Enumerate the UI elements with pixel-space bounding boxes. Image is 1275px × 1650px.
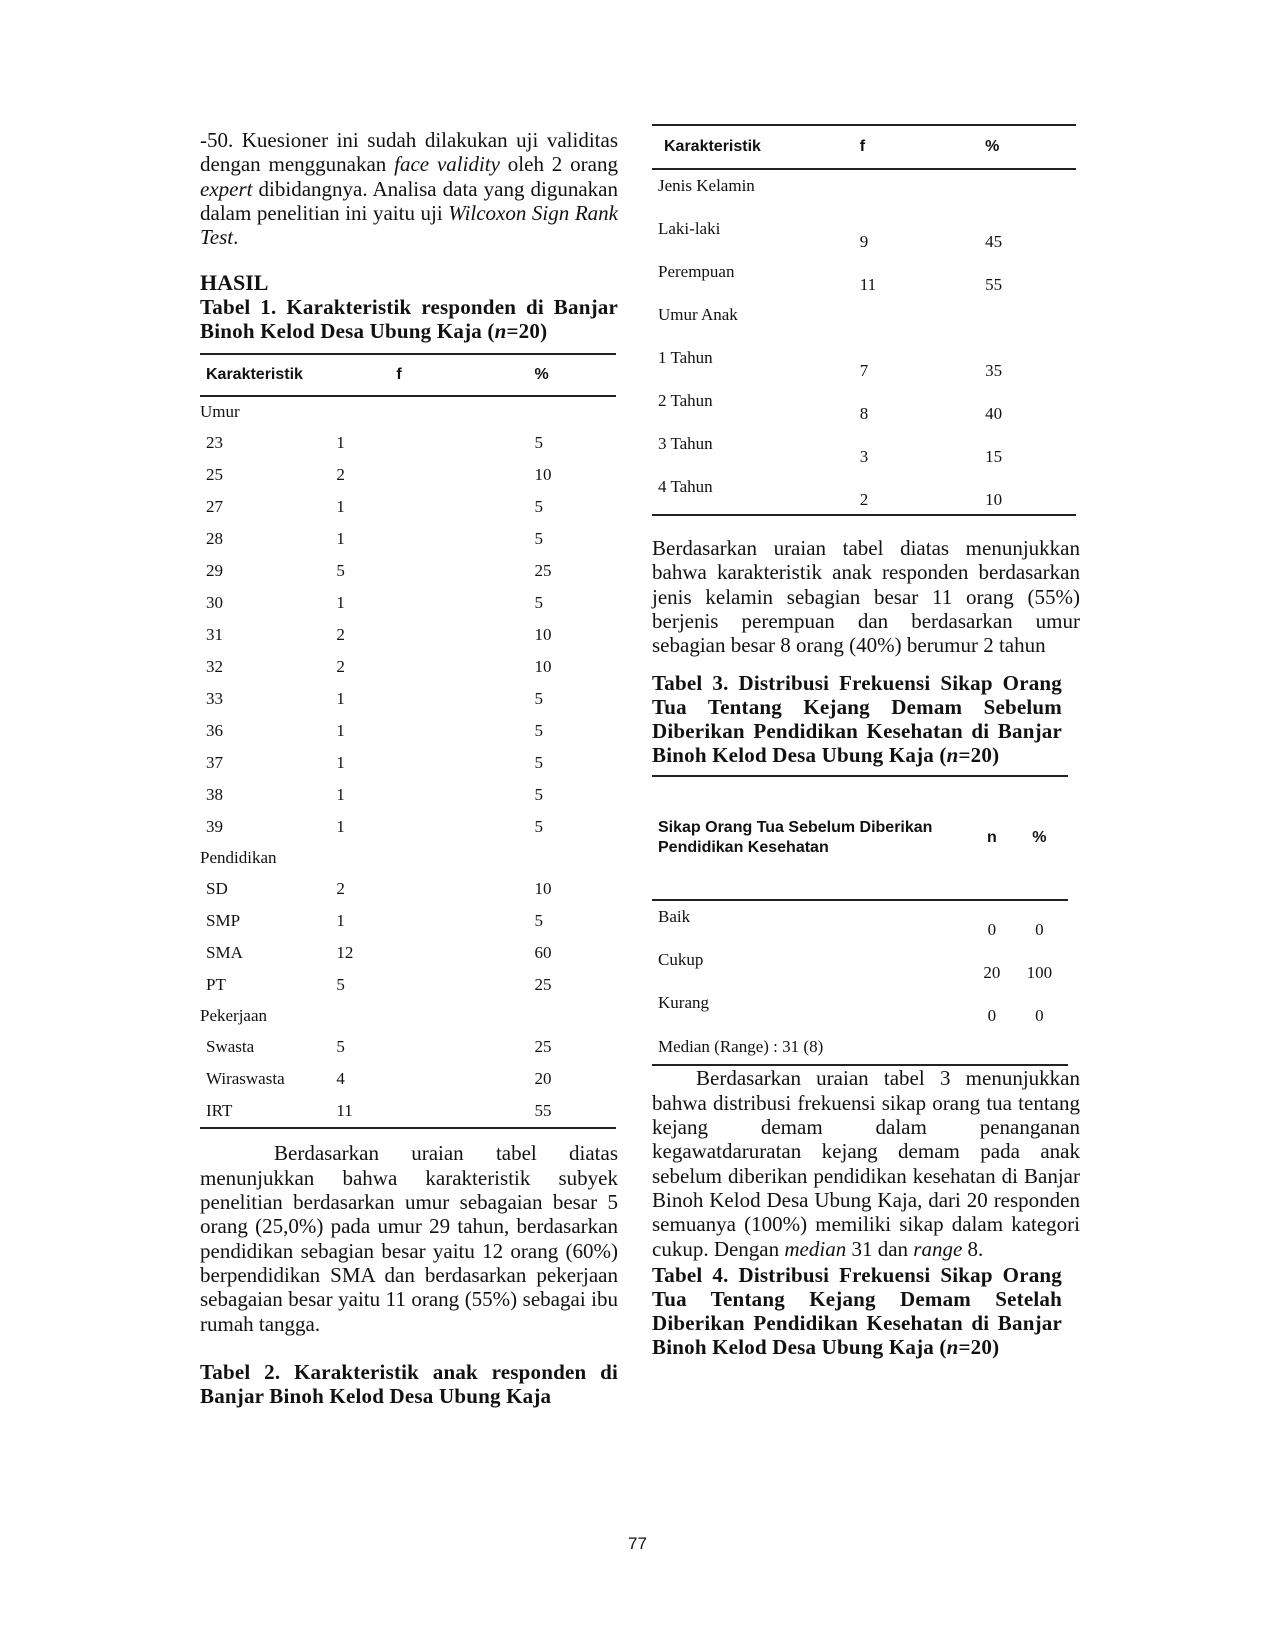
table1-cell-f: 11	[336, 1101, 353, 1121]
table3-row	[652, 987, 1068, 1030]
table2-cell-f: 3	[859, 447, 869, 466]
table1-row	[200, 873, 616, 905]
table1-cell-category: SD	[206, 879, 228, 899]
table1-cell-category: Swasta	[206, 1037, 255, 1057]
table1-row	[200, 969, 616, 1001]
table3-header-n: n	[973, 776, 1011, 900]
table2-row	[652, 471, 1076, 515]
table1-cell-category: 28	[206, 529, 223, 549]
table2-cell-f: 8	[859, 404, 869, 423]
table1-cell-percent: 10	[534, 625, 552, 645]
table3-body	[652, 900, 1068, 1065]
table1-cell-percent: 5	[534, 785, 543, 805]
page-number: 77	[628, 1534, 647, 1553]
table1-cell-category: 33	[206, 689, 223, 709]
table4-caption: Tabel 4. Distribusi Frekuensi Sikap Orang Tua Tentang Kejang Demam Setelah Diberikan Pendidikan Kesehatan di Banjar Binoh Kelod Desa Ubung Kaja (n=20)	[652, 1262, 1062, 1359]
table3-caption: Tabel 3. Distribusi Frekuensi Sikap Orang Tua Tentang Kejang Demam Sebelum Diberikan Pendidikan Kesehatan di Banjar Binoh Kelod Desa Ubung Kaja (n=20)	[652, 671, 1062, 768]
table1-cell-f: 2	[336, 657, 345, 677]
table1-cell-category: 38	[206, 785, 223, 805]
table1-cell-f: 1	[336, 721, 345, 741]
table2-cell-category: Laki-laki	[658, 219, 721, 238]
table3-cell-sikap: Cukup	[658, 950, 704, 970]
paragraph-after-table1: Berdasarkan uraian tabel diatas menunjukkan bahwa karakteristik subyek penelitian berdasarkan umur sebagaian besar 5 orang (25,0%) pada umur 29 tahun, berdasarkan pendidikan sebagian besar yaitu 12 orang (60%) berpendidikan SMA dan berdasarkan pekerjaan sebagaian besar yaitu 11 orang (55%) sebagai ibu rumah tangga.	[200, 1141, 618, 1336]
table1-row	[200, 937, 616, 969]
table2-cell-f: 9	[859, 232, 869, 251]
table1-cell-percent: 5	[534, 497, 543, 517]
table1-row	[200, 619, 616, 651]
section-heading: HASIL	[200, 270, 269, 296]
table2-cell-f: 2	[859, 490, 869, 509]
table1-row	[200, 779, 616, 811]
table1-cell-f: 1	[336, 785, 345, 805]
intro-paragraph: -50. Kuesioner ini sudah dilakukan uji validitas dengan menggunakan face validity oleh 2 orang expert dibidangnya. Analisa data yang digunakan dalam penelitian ini yaitu uji Wilcoxon Sign Rank Test.	[200, 128, 618, 250]
table2-cell-percent: 35	[985, 361, 1003, 380]
table1-row	[200, 491, 616, 523]
table3	[652, 775, 1068, 1066]
table1-cell-percent: 5	[534, 721, 543, 741]
table1-cell-f: 5	[336, 1037, 345, 1057]
table1-cell-percent: 60	[534, 943, 552, 963]
table1-row	[200, 1031, 616, 1063]
table1-cell-category: IRT	[206, 1101, 233, 1121]
table1-cell-percent: 10	[534, 657, 552, 677]
table1-cell-category: 23	[206, 433, 223, 453]
table3-cell-sikap: Kurang	[658, 993, 709, 1013]
table1-cell-category: 30	[206, 593, 223, 613]
table2-cell-category: 1 Tahun	[658, 348, 713, 367]
table2-row	[652, 428, 1076, 471]
table2-row	[652, 385, 1076, 428]
table1-cell-percent: 5	[534, 753, 543, 773]
right-column	[652, 124, 1084, 1359]
table1-cell-f: 1	[336, 433, 345, 453]
table1-cell-category: PT	[206, 975, 226, 995]
table1-header-karakteristik: Karakteristik	[200, 354, 336, 396]
table3-row	[652, 944, 1068, 987]
table1-cell-percent: 5	[534, 433, 543, 453]
table2-cell-percent: 45	[985, 232, 1003, 251]
table1-header-f: f	[336, 354, 534, 396]
table1-cell-percent: 20	[534, 1069, 552, 1089]
table1-row	[200, 587, 616, 619]
table1-row	[200, 683, 616, 715]
table1-row	[200, 715, 616, 747]
left-column	[200, 128, 618, 1408]
table2-header-karakteristik: Karakteristik	[652, 125, 860, 169]
table3-header-sikap: Sikap Orang Tua Sebelum Diberikan Pendidikan Kesehatan	[652, 776, 973, 900]
table1-group-row	[200, 396, 616, 427]
table1-cell-percent: 5	[534, 817, 543, 837]
table1-cell-f: 5	[336, 561, 345, 581]
table2-body	[652, 169, 1076, 515]
table1-header-percent: %	[534, 354, 616, 396]
table3-cell-n: 0	[987, 1006, 997, 1026]
paragraph-after-table3: Berdasarkan uraian tabel 3 menunjukkan bahwa distribusi frekuensi sikap orang tua tentang kejang demam dalam penanganan kegawatdaruratan kejang demam pada anak sebelum diberikan pendidikan kesehatan di Banjar Binoh Kelod Desa Ubung Kaja, dari 20 responden semuanya (100%) memiliki sikap dalam kategori cukup. Dengan median 31 dan range 8.	[652, 1066, 1080, 1261]
table3-header-row	[652, 776, 1068, 900]
table1-cell-f: 2	[336, 879, 345, 899]
table1-row	[200, 459, 616, 491]
table1-group-label: Umur	[200, 402, 240, 422]
table1-row	[200, 747, 616, 779]
table1	[200, 353, 616, 1129]
table1-cell-category: Wiraswasta	[206, 1069, 285, 1089]
table1-row	[200, 427, 616, 459]
table1-body	[200, 396, 616, 1128]
table3-cell-percent: 100	[1026, 963, 1053, 983]
table1-cell-percent: 10	[534, 879, 552, 899]
table1-cell-f: 1	[336, 593, 345, 613]
table1-row	[200, 523, 616, 555]
table1-cell-category: 25	[206, 465, 223, 485]
table3-footer: Median (Range) : 31 (8)	[658, 1037, 824, 1057]
table1-group-row	[200, 1001, 616, 1031]
table2-caption: Tabel 2. Karakteristik anak responden di Banjar Binoh Kelod Desa Ubung Kaja	[200, 1359, 618, 1408]
table1-cell-f: 5	[336, 975, 345, 995]
table1-cell-percent: 5	[534, 529, 543, 549]
table2-group-row	[652, 299, 1076, 342]
table2-header-percent: %	[985, 125, 1076, 169]
table1-cell-percent: 25	[534, 561, 552, 581]
table2-cell-percent: 55	[985, 275, 1003, 294]
table2-row	[652, 256, 1076, 299]
table1-cell-f: 1	[336, 497, 345, 517]
table1-cell-percent: 5	[534, 593, 543, 613]
table3-cell-percent: 0	[1035, 1006, 1044, 1026]
table2-header-row	[652, 125, 1076, 169]
table1-header-row	[200, 354, 616, 396]
table3-cell-n: 20	[983, 963, 1001, 983]
table1-cell-percent: 25	[534, 1037, 552, 1057]
table1-group-label: Pendidikan	[200, 848, 277, 868]
table2-cell-percent: 15	[985, 447, 1003, 466]
paragraph-after-table2: Berdasarkan uraian tabel diatas menunjukkan bahwa karakteristik anak responden berdasarkan jenis kelamin sebagian besar 11 orang (55%) berjenis perempuan dan berdasarkan umur sebagian besar 8 orang (40%) berumur 2 tahun	[652, 536, 1080, 658]
table1-cell-category: SMA	[206, 943, 243, 963]
table1-cell-f: 4	[336, 1069, 345, 1089]
table1-cell-f: 2	[336, 625, 345, 645]
table2-row	[652, 342, 1076, 385]
table2-cell-f: 11	[859, 275, 877, 294]
table1-cell-f: 12	[336, 943, 354, 963]
table2-cell-category: Perempuan	[658, 262, 735, 281]
table3-footer-row	[652, 1030, 1068, 1065]
table1-cell-category: 31	[206, 625, 223, 645]
table1-cell-category: 36	[206, 721, 223, 741]
table2-header-f: f	[860, 125, 985, 169]
table1-cell-percent: 5	[534, 911, 543, 931]
table1-cell-category: 32	[206, 657, 223, 677]
table2-group-label: Umur Anak	[658, 305, 738, 324]
table1-cell-category: 27	[206, 497, 223, 517]
table1-cell-category: 29	[206, 561, 223, 581]
table1-group-row	[200, 843, 616, 873]
table2-cell-f: 7	[859, 361, 869, 380]
table1-cell-category: 37	[206, 753, 223, 773]
table1-row	[200, 1095, 616, 1128]
table1-cell-f: 1	[336, 753, 345, 773]
table3-row	[652, 900, 1068, 944]
table1-cell-percent: 55	[534, 1101, 552, 1121]
table3-cell-percent: 0	[1035, 920, 1044, 940]
table1-group-label: Pekerjaan	[200, 1006, 268, 1026]
table2-cell-category: 3 Tahun	[658, 434, 713, 453]
table2-group-label: Jenis Kelamin	[658, 176, 755, 195]
table1-row	[200, 905, 616, 937]
table1-cell-f: 1	[336, 529, 345, 549]
table2-cell-category: 4 Tahun	[658, 477, 713, 496]
table1-caption: Tabel 1. Karakteristik responden di Banjar Binoh Kelod Desa Ubung Kaja (n=20)	[200, 295, 618, 344]
table1-cell-f: 2	[336, 465, 345, 485]
table3-cell-n: 0	[987, 920, 997, 940]
table1-row	[200, 651, 616, 683]
table1-cell-percent: 25	[534, 975, 552, 995]
table1-row	[200, 811, 616, 843]
table1-cell-percent: 10	[534, 465, 552, 485]
table1-row	[200, 1063, 616, 1095]
table1-cell-f: 1	[336, 817, 345, 837]
table1-cell-f: 1	[336, 689, 345, 709]
table2-group-row	[652, 169, 1076, 213]
table2-cell-percent: 10	[985, 490, 1003, 509]
table1-cell-category: SMP	[206, 911, 241, 931]
table3-header-percent: %	[1011, 776, 1068, 900]
table1-cell-percent: 5	[534, 689, 543, 709]
table2-cell-category: 2 Tahun	[658, 391, 713, 410]
table2-cell-percent: 40	[985, 404, 1003, 423]
table1-row	[200, 555, 616, 587]
table1-cell-f: 1	[336, 911, 345, 931]
table2	[652, 124, 1076, 516]
table1-cell-category: 39	[206, 817, 223, 837]
table2-row	[652, 213, 1076, 256]
table3-cell-sikap: Baik	[658, 907, 691, 927]
